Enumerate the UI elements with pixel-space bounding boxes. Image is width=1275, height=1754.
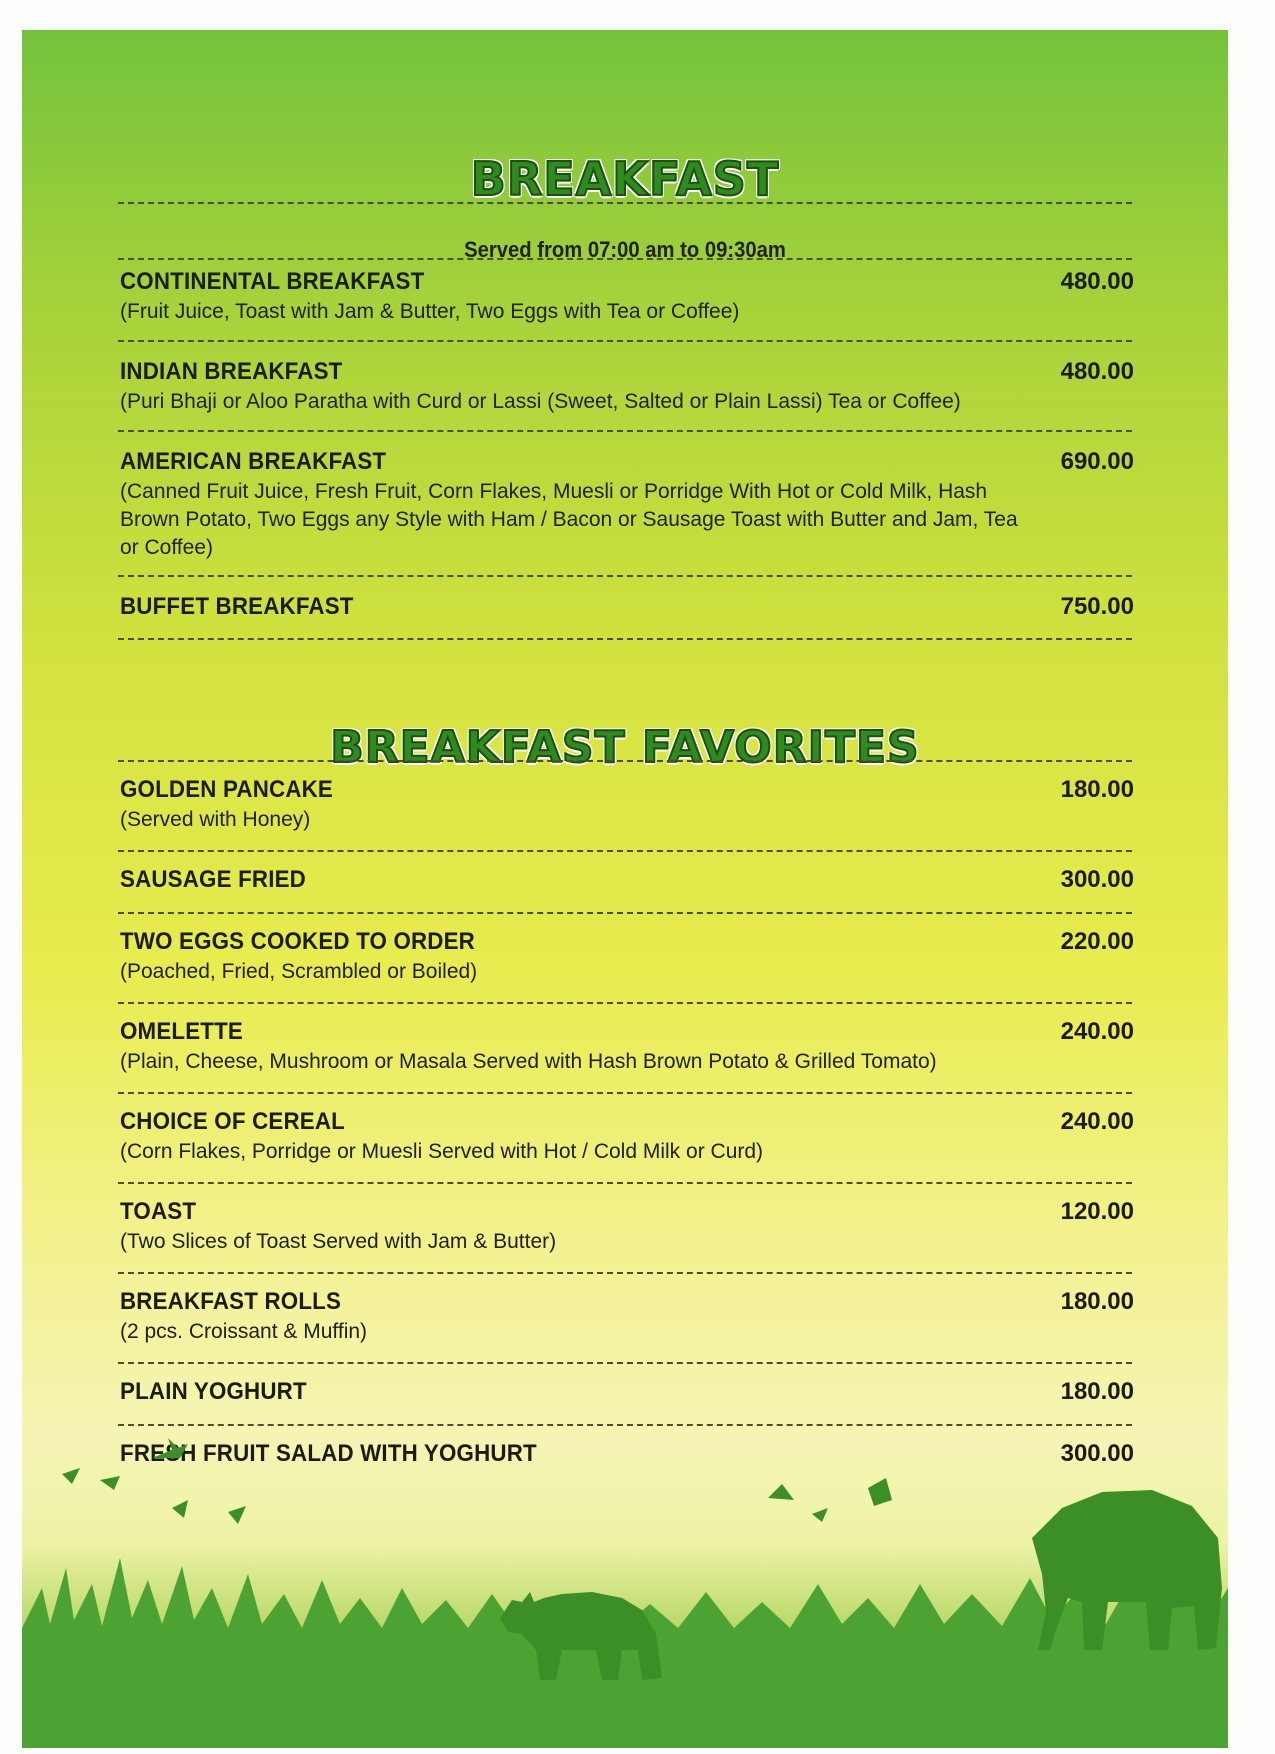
item-description: (Poached, Fried, Scrambled or Boiled) xyxy=(120,960,478,983)
menu-item-buffet-breakfast xyxy=(120,593,1134,621)
item-description: (Canned Fruit Juice, Fresh Fruit, Corn Flakes, Muesli or Porridge With Hot or Cold Milk, Hash Brown Potato, Two Eggs any Style with Ham / Bacon or Sausage Toast with Butter and Jam, Tea or Coffee) xyxy=(120,480,1018,559)
menu-item-continental-breakfast xyxy=(120,268,1134,326)
bird-icon xyxy=(100,1476,120,1490)
item-name: INDIAN BREAKFAST xyxy=(120,358,343,385)
favorites-heading: BREAKFAST FAVORITES xyxy=(330,722,920,773)
menu-item-toast xyxy=(120,1198,1134,1256)
menu-content xyxy=(22,30,1228,1748)
item-name: AMERICAN BREAKFAST xyxy=(120,448,387,475)
bird-icon xyxy=(172,1500,188,1518)
item-price: 120.00 xyxy=(1060,1198,1134,1225)
item-name: OMELETTE xyxy=(120,1018,244,1045)
item-description: (Plain, Cheese, Mushroom or Masala Served with Hash Brown Potato & Grilled Tomato) xyxy=(120,1050,937,1073)
menu-page xyxy=(22,30,1228,1748)
item-description: (Corn Flakes, Porridge or Muesli Served with Hot / Cold Milk or Curd) xyxy=(120,1140,764,1163)
divider xyxy=(118,760,1132,762)
bird-icon xyxy=(152,1438,188,1458)
divider xyxy=(118,575,1132,577)
item-name: PLAIN YOGHURT xyxy=(120,1378,307,1405)
item-description: (2 pcs. Croissant & Muffin) xyxy=(120,1320,368,1343)
item-name: GOLDEN PANCAKE xyxy=(120,776,333,803)
menu-item-indian-breakfast xyxy=(120,358,1134,416)
item-name: BREAKFAST ROLLS xyxy=(120,1288,342,1315)
menu-item-golden-pancake xyxy=(120,776,1134,834)
menu-item-breakfast-rolls xyxy=(120,1288,1134,1346)
item-price: 690.00 xyxy=(1060,448,1134,475)
item-price: 180.00 xyxy=(1060,1378,1134,1405)
divider xyxy=(118,1362,1132,1364)
item-description: (Puri Bhaji or Aloo Paratha with Curd or Lassi (Sweet, Salted or Plain Lassi) Tea or Coffee) xyxy=(120,390,961,413)
item-price: 480.00 xyxy=(1060,358,1134,385)
menu-item-american-breakfast xyxy=(120,448,1134,562)
divider xyxy=(118,1092,1132,1094)
item-price: 240.00 xyxy=(1060,1018,1134,1045)
wildlife-grass-illustration xyxy=(22,1388,1228,1748)
bird-icon xyxy=(228,1506,246,1524)
divider xyxy=(118,912,1132,914)
item-name: SAUSAGE FRIED xyxy=(120,866,306,893)
bird-icon xyxy=(768,1484,794,1500)
bird-icon xyxy=(868,1478,892,1506)
item-price: 240.00 xyxy=(1060,1108,1134,1135)
divider xyxy=(118,340,1132,342)
divider xyxy=(118,638,1132,640)
divider xyxy=(118,850,1132,852)
item-description: (Served with Honey) xyxy=(120,808,311,831)
menu-item-sausage-fried xyxy=(120,866,1134,894)
item-price: 300.00 xyxy=(1060,866,1134,893)
menu-item-two-eggs xyxy=(120,928,1134,986)
item-name: TWO EGGS COOKED TO ORDER xyxy=(120,928,475,955)
bird-icon xyxy=(62,1468,80,1484)
item-price: 180.00 xyxy=(1060,776,1134,803)
item-name: CONTINENTAL BREAKFAST xyxy=(120,268,425,295)
item-name: BUFFET BREAKFAST xyxy=(120,593,354,620)
item-price: 220.00 xyxy=(1060,928,1134,955)
menu-item-omelette xyxy=(120,1018,1134,1076)
breakfast-heading: BREAKFAST xyxy=(470,152,780,206)
item-price: 180.00 xyxy=(1060,1288,1134,1315)
divider xyxy=(118,258,1132,260)
menu-item-choice-of-cereal xyxy=(120,1108,1134,1166)
item-price: 300.00 xyxy=(1060,1440,1134,1467)
bird-icon xyxy=(812,1508,828,1522)
item-description: (Two Slices of Toast Served with Jam & Butter) xyxy=(120,1230,557,1253)
item-name: TOAST xyxy=(120,1198,197,1225)
item-name: FRESH FRUIT SALAD WITH YOGHURT xyxy=(120,1440,537,1467)
item-name: CHOICE OF CEREAL xyxy=(120,1108,345,1135)
divider xyxy=(118,1272,1132,1274)
divider xyxy=(118,1002,1132,1004)
divider xyxy=(118,430,1132,432)
item-description: (Fruit Juice, Toast with Jam & Butter, Two Eggs with Tea or Coffee) xyxy=(120,300,740,323)
item-price: 480.00 xyxy=(1060,268,1134,295)
serving-hours: Served from 07:00 am to 09:30am xyxy=(464,237,786,262)
item-price: 750.00 xyxy=(1060,593,1134,620)
divider xyxy=(118,202,1132,204)
divider xyxy=(118,1182,1132,1184)
